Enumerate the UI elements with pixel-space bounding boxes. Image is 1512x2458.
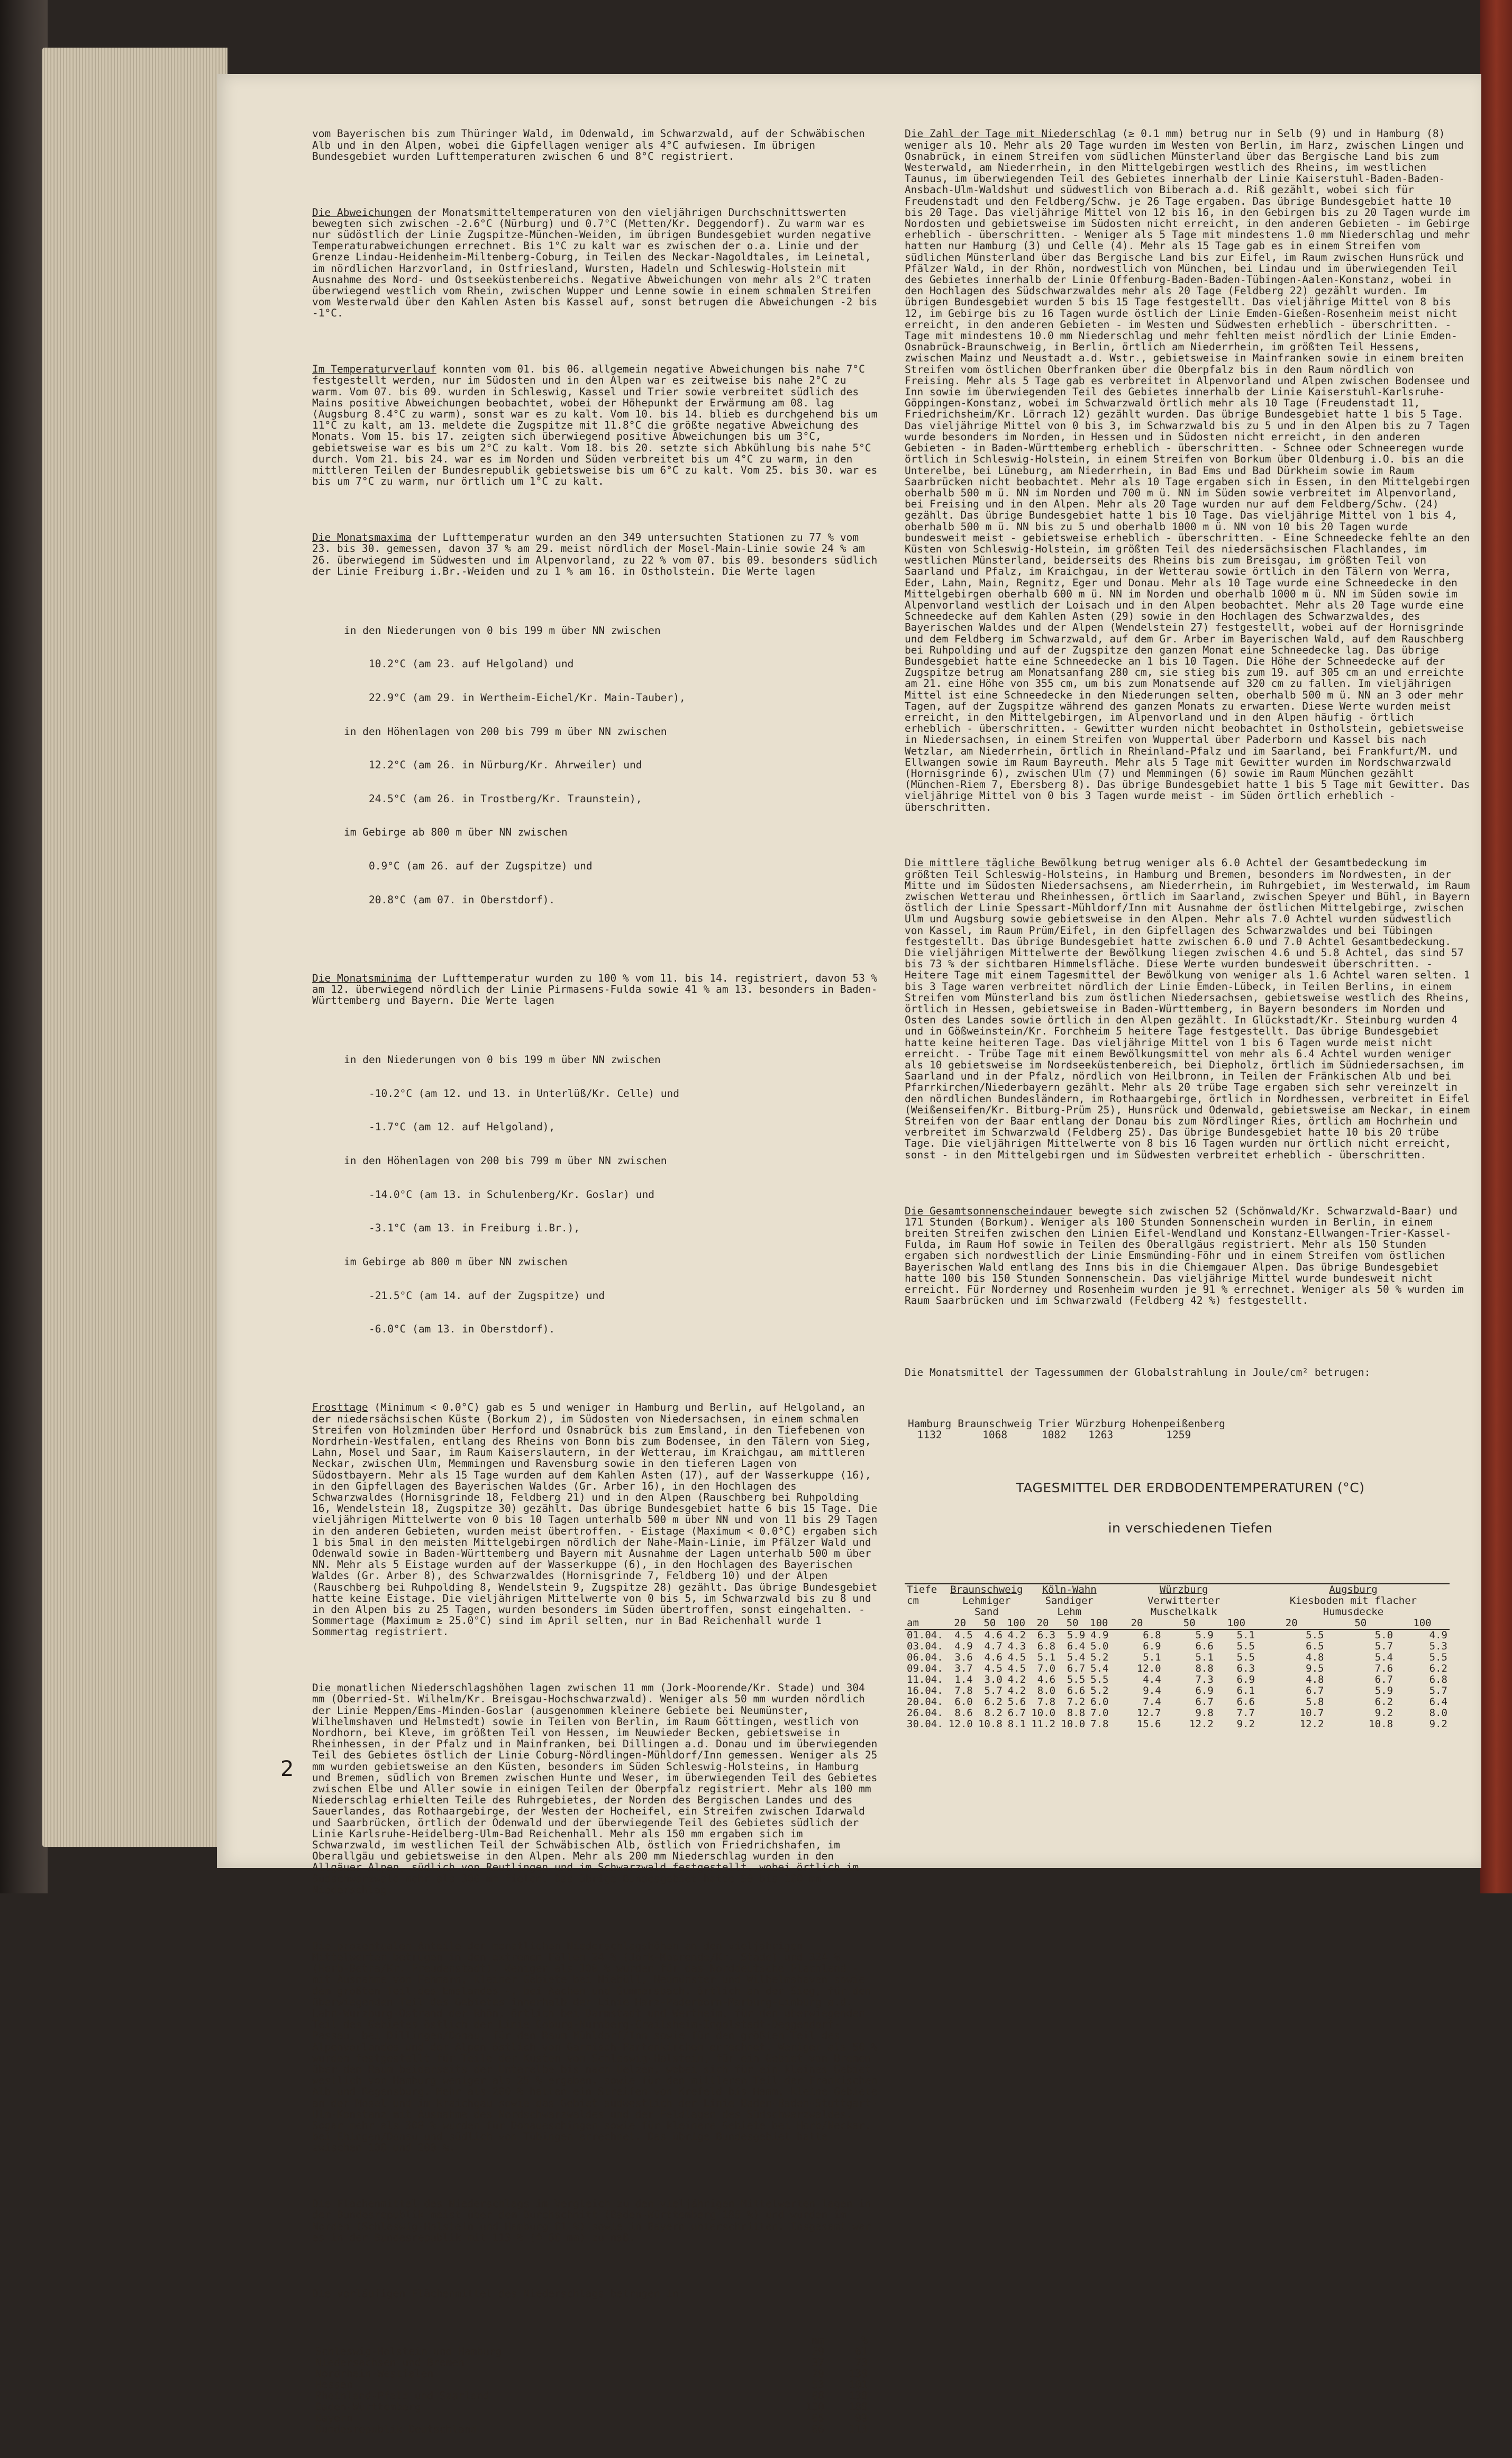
- list-item: 24.5°C (am 26. in Trostberg/Kr. Traunstein),: [344, 792, 642, 805]
- soil-temperature-table: [905, 1583, 1450, 1730]
- paragraph-temperature-intro: vom Bayerischen bis zum Thüringer Wald, im Odenwald, im Schwarzwald, auf der Schwäbischen Alb und in den Alpen, wobei die Gipfellagen weniger als 4°C aufwiesen. Im übrigen Bundesgebiet wurden Lufttemperaturen zwischen 6 und 8°C registriert.: [312, 128, 871, 162]
- table-cell: 12.2: [1189, 1718, 1214, 1730]
- table-row: Bayern 65 99: [315, 2412, 868, 2425]
- table-cell: 8.8: [1195, 1662, 1214, 1674]
- soil-table-title: TAGESMITTEL DER ERDBODENTEMPERATUREN (°C): [1016, 1480, 1365, 1496]
- table-cell: 9.2: [1374, 1707, 1393, 1719]
- table-cell: 5.2: [1090, 1651, 1109, 1663]
- table-row: [905, 1641, 1450, 1652]
- list-item: in den Niederungen von 0 bis 199 m über NN zwischen: [344, 1054, 661, 1066]
- table-cell: 6.8: [1037, 1640, 1056, 1652]
- list-item: -6.0°C (am 13. in Oberstdorf).: [344, 1323, 555, 1336]
- table-cell: 15.6: [1136, 1718, 1161, 1730]
- table-cell: 6.5: [1306, 1640, 1324, 1652]
- table-cell: 6.4: [1067, 1640, 1086, 1652]
- table-cell: 4.2: [1007, 1684, 1026, 1697]
- table-cell: 6.1: [1236, 1684, 1255, 1697]
- table-cell: 10.0: [1031, 1707, 1056, 1719]
- table-cell: 4.2: [1007, 1629, 1026, 1641]
- table-cell: 6.3: [1236, 1662, 1255, 1674]
- table-header-row: [312, 2335, 871, 2346]
- table-cell-date: 16.04.: [907, 1684, 943, 1697]
- table-cell: 11.2: [1031, 1718, 1056, 1730]
- table-cell: 3.0: [984, 1673, 1003, 1685]
- table-cell: 10.0: [1061, 1718, 1086, 1730]
- table-cell: 7.0: [1037, 1662, 1056, 1674]
- paragraph-global-radiation: Die Monatsmittel der Tagessummen der Globalstrahlung in Joule/cm² betrugen:: [905, 1366, 1371, 1378]
- table-row: Schleswig-Holstein und Hamburg 29 61: [315, 2345, 868, 2358]
- table-cell: 5.7: [984, 1684, 1003, 1697]
- table-cell: 6.2: [984, 1695, 1003, 1708]
- table-cell: 6.7: [1374, 1673, 1393, 1685]
- table-cell: 7.4: [1143, 1695, 1161, 1708]
- paragraph-minima: Die Monatsminima der Lufttemperatur wurden zu 100 % vom 11. bis 14. registriert, davon 53 % am 12. überwiegend nördlich der Linie Pirmasens-Fulda sowie 41 % am 13. besonders in Baden-Württemberg und Bayern. Die Werte lagen: [312, 972, 884, 1007]
- table-cell: 5.0: [1090, 1640, 1109, 1652]
- table-row: Nordrhein-Westfalen 79 139: [315, 2368, 868, 2380]
- table-cell: 4.7: [984, 1640, 1003, 1652]
- paragraph-lead: Die Monatsmaxima: [312, 531, 412, 544]
- paragraph-provisional-means: Die vorläufigen Flächenmittel des Niederschlags betrugen in:: [312, 2287, 685, 2300]
- table-cell: 5.5: [1090, 1673, 1109, 1685]
- table-cell: 5.5: [1067, 1673, 1086, 1685]
- soil-table-subtitle: in verschiedenen Tiefen: [1108, 1520, 1273, 1536]
- table-cell: 6.6: [1236, 1695, 1255, 1708]
- table-cell: 5.8: [1306, 1695, 1324, 1708]
- table-cell: 5.5: [1429, 1651, 1447, 1663]
- table-cell-date: 06.04.: [907, 1651, 943, 1663]
- table-cell: 9.8: [1195, 1707, 1214, 1719]
- list-item: -21.5°C (am 14. auf der Zugspitze) und: [344, 1289, 605, 1302]
- table-row: Niedersachsen und Bremen 37 73: [315, 2356, 868, 2369]
- book-edge: [0, 0, 48, 1893]
- table-cell: 4.5: [954, 1629, 973, 1641]
- radiation-table: [905, 1418, 1228, 1440]
- table-row: [905, 1674, 1450, 1685]
- table-cell: 3.7: [954, 1662, 973, 1674]
- table-cell: 4.6: [984, 1651, 1003, 1663]
- table-cell: 7.7: [1236, 1707, 1255, 1719]
- table-row: Rheinland-Pfalz und Saarland 68 138: [315, 2390, 868, 2402]
- table-cell: 6.9: [1143, 1640, 1161, 1652]
- list-item: -3.1°C (am 13. in Freiburg i.Br.),: [344, 1222, 580, 1235]
- paragraph-lead: Frosttage: [312, 1401, 368, 1414]
- list-item: 12.2°C (am 26. in Nürburg/Kr. Ahrweiler) und: [344, 759, 642, 772]
- list-item: 20.8°C (am 07. in Oberstdorf).: [344, 893, 555, 906]
- region-precipitation-table: [312, 2335, 871, 2435]
- table-cell: 8.1: [1007, 1718, 1026, 1730]
- list-item: 22.9°C (am 29. in Wertheim-Eichel/Kr. Main-Tauber),: [344, 691, 686, 704]
- table-cell: 6.6: [1195, 1640, 1214, 1652]
- column-header: %: [861, 2334, 868, 2347]
- table-cell: 4.5: [984, 1662, 1003, 1674]
- list-item: 10.2°C (am 23. auf Helgoland) und: [344, 658, 574, 670]
- table-row: Bundesrepublik Deutschland 66 113: [315, 2423, 868, 2436]
- table-cell: 5.9: [1195, 1629, 1214, 1641]
- table-cell: 6.2: [1374, 1695, 1393, 1708]
- list-item: -14.0°C (am 13. in Schulenberg/Kr. Goslar) und: [344, 1188, 655, 1201]
- paragraph-deviations: Die Abweichungen der Monatsmitteltemperaturen von den vieljährigen Durchschnittswerten bewegten sich zwischen -2.6°C (Nürburg) und 0.7°C (Metten/Kr. Deggendorf). Zu warm war es nur südöstlich der Linie Zugspitze-München-Weiden, im übrigen Bundesgebiet wurden negative Temperaturabweichungen errechnet. Bis 1°C zu kalt war es zwischen der o.a. Linie und der Grenze Lindau-Heidenheim-Miltenberg-Coburg, in Teilen des Neckar-Nagoldtales, im Leinetal, im nördlichen Harzvorland, in Ostfriesland, Wursten, Hadeln und Schleswig-Holstein mit Ausnahme des Nord- und Ostseeküstenbereichs. Negative Abweichungen von mehr als 2°C traten überwiegend westlich vom Rhein, zwischen Wupper und Lenne sowie in einem schmalen Streifen vom Westerwald über den Kahlen Asten bis Kassel auf, sonst betrugen die Abweichungen -2 bis -1°C.: [312, 206, 884, 320]
- table-cell: 9.5: [1306, 1662, 1324, 1674]
- table-cell: 5.7: [1429, 1684, 1447, 1697]
- table-cell: 9.4: [1143, 1684, 1161, 1697]
- table-cell: 4.9: [1090, 1629, 1109, 1641]
- list-item: in den Höhenlagen von 200 bis 799 m über NN zwischen: [344, 1155, 667, 1167]
- table-cell: 4.8: [1306, 1673, 1324, 1685]
- list-item: -1.7°C (am 12. auf Helgoland),: [344, 1121, 555, 1133]
- table-cell: 4.2: [1007, 1673, 1026, 1685]
- table-row: [905, 1629, 1450, 1641]
- table-cell: 6.3: [1037, 1629, 1056, 1641]
- table-row: [905, 1719, 1450, 1730]
- table-header-row: am 20 50 100 20 50 100 20 50 100 20 50 100: [905, 1618, 1450, 1629]
- table-cell: 7.8: [1037, 1695, 1056, 1708]
- table-cell: 5.4: [1374, 1651, 1393, 1663]
- list-item: in den Höhenlagen von 200 bis 799 m über NN zwischen: [344, 725, 667, 738]
- table-cell: 6.0: [1090, 1695, 1109, 1708]
- book-binding: [1480, 0, 1512, 1893]
- table-row: 1132 1068 1082 1263 1259: [917, 1428, 1191, 1441]
- table-cell: 5.5: [1236, 1640, 1255, 1652]
- list-item: im Gebirge ab 800 m über NN zwischen: [344, 1255, 568, 1268]
- paragraph-lead: Die Zahl der Tage mit Niederschlag: [905, 128, 1116, 140]
- table-cell: 5.7: [1374, 1640, 1393, 1652]
- left-column: [312, 106, 883, 2457]
- table-header-row: cm Lehmiger Sand Sandiger Lehm Verwitterter Muschelkalk Kiesboden mit flacher Humusdecke: [907, 1594, 1423, 1618]
- list-item: -10.2°C (am 12. und 13. in Unterlüß/Kr. Celle) und: [344, 1087, 679, 1100]
- column-header: mm: [812, 2334, 824, 2347]
- paragraph-area-means: Die Flächenmittel des Niederschlags im Vergleich zu den vieljährigen Mittelwerten lagen in der Bundesrepublik meist über dem Durchschnitt (Baden-Württemberg 188 %) und wurden im Norden (Schleswig-Holstein und Hamburg 61 %) sowie in Bayern unterschritten. Insgesamt war es in der Bundesrepublik mit 113 % (≙ 66 mm) zu naß.: [312, 2198, 878, 2244]
- table-cell: 6.9: [1195, 1684, 1214, 1697]
- table-cell: 8.0: [1429, 1707, 1447, 1719]
- table-cell: 5.1: [1037, 1651, 1056, 1663]
- table-cell: 5.2: [1090, 1684, 1109, 1697]
- table-cell: 10.7: [1299, 1707, 1324, 1719]
- paragraph-precipitation-percent: Die prozentualen Anteile der monatlichen Niederschlagshöhen an den vieljährigen Mittelwerten betrugen in den extremen Fällen 24 % (Jork-Moorende/Kr. Stade) und 324 % (Horb-Betra/Kr. Freudenstadt). Weniger als 100 % wurden für das Norddeutsche Flachland - mit Ausnahme von Fehmarn, kleiner Gebiete bei Niebüll, Neumünster und Wilhelmshaven sowie dem größten Teil des Emslandes -, bei Aachen und Gummersbach, örtlich an der Sieg, für den überwiegenden Teil des Gebietes innerhalb der Linie Harz-Paderborn-Marburg-Limburg a.d. Lahn-Würzburg-Ostrand der Rhön, örtlich bei Darmstadt und Wertheim, für den überwiegenden Teil des Gebietes östlich der Linie Coburg-Nürnberg-Crailsheim-Ingolstadt-Deggendorf-Passau, bei Dillingen/Donau, für den Raum Mühldorf/Inn sowie für den größten Teil des Alpenvorlandes und der Alpen östlich von Garmisch-Partenkirchen errechnet. Weniger als 50 % wurden festgestellt für Teile der Küsten von Schleswig-Holstein, für ein Gebiet von Bremen über den Raum beiderseits der Unterelbe bis nach Uelzen, wobei sich für ein kleines Gebiet westlich von Hamburg weniger als 25 % ergaben, sowie für den mittleren Teil der Fränkischen Alb und Regensburg. Mehr als 200 % hatten ein Streifen von Krefeld bis Hamm, kleine Gebiete an der Mosel und im Kraichgau sowie das Gebiet südwestlich der Linie Baden-Baden-Stuttgart-Ulm-Konstanz mit Ausnahme des Nordschwarzwaldes und der Feldlagen des Südschwarzwaldes. Sogar mehr als 300 % wurden für Donaueschingen sowie für kleinere Gebiete bei Horb/Neckar, bei Ehingen/Donau und südlich von Tübingen errechnet. Das übrige Bundesgebiet hatte zwischen 100 und 200 %.: [312, 1939, 884, 2154]
- table-cell: 7.8: [954, 1684, 973, 1697]
- table-cell: 5.9: [1067, 1629, 1086, 1641]
- table-cell: 5.3: [1429, 1640, 1447, 1652]
- paragraph-cloud-cover: Die mittlere tägliche Bewölkung betrug weniger als 6.0 Achtel der Gesamtbedeckung im größten Teil Schleswig-Holsteins, in Hamburg und Bremen, besonders im Nordwesten, in der Mitte und im Südosten Niedersachsens, am Niederrhein, im Ruhrgebiet, im Westerwald, im Raum zwischen Wetterau und Rheinhessen, örtlich im Saarland, zwischen Speyer und Bühl, in Bayern östlich der Linie Spessart-Mühldorf/Inn mit Ausnahme der östlichen Mittelgebirge, zwischen Ulm und Augsburg sowie gebietsweise in den Alpen. Mehr als 7.0 Achtel wurden südwestlich von Kassel, im Raum Prüm/Eifel, in den Gipfellagen des Schwarzwaldes und bei Tübingen festgestellt. Das übrige Bundesgebiet hatte zwischen 6.0 und 7.0 Achtel Gesamtbedeckung. Die vieljährigen Mittelwerte der Bewölkung liegen zwischen 4.6 und 5.8 Achtel, das sind 57 bis 73 % der sichtbaren Himmelsfläche. Diese Werte wurden bundesweit überschritten. - Heitere Tage mit einem Tagesmittel der Bewölkung von weniger als 1.6 Achtel waren selten. 1 bis 3 Tage waren verbreitet nördlich der Linie Emden-Lübeck, in Teilen Berlins, in einem Streifen vom Münsterland bis zum östlichen Niedersachsen, gebietsweise westlich des Rheins, örtlich in Hessen, gebietsweise in Baden-Württemberg, in Bayern besonders im Norden und Osten des Landes sowie örtlich in den Alpen gezählt. In Glückstadt/Kr. Steinburg wurden 4 und in Gößweinstein/Kr. Forchheim 5 heitere Tage festgestellt. Das übrige Bundesgebiet hatte keine heiteren Tage. Das vieljährige Mittel von 1 bis 6 Tagen wurde meist nicht erreicht. - Trübe Tage mit einem Bewölkungsmittel von mehr als 6.4 Achtel wurden weniger als 10 gebietsweise im Nordseeküstenbereich, bei Diepholz, örtlich im Südniedersachsen, im Saarland und in der Pfalz, nördlich von Heilbronn, in Teilen der Fränkischen Alb und bei Pfarrkirchen/Niederbayern gezählt. Mehr als 20 trübe Tage ergaben sich sehr vereinzelt in den nördlichen Bundesländern, im Rothaargebirge, örtlich in Nordhessen, verbreitet in Eifel (Weißenseifen/Kr. Bitburg-Prüm 25), Hunsrück und Odenwald, gebietsweise am Neckar, in einem Streifen von der Baar entlang der Donau bis zum Nördlinger Ries, örtlich am Hochrhein und verbreitet im Schwarzwald (Feldberg 25). Das übrige Bundesgebiet hatte 10 bis 20 trübe Tage. Die vieljährigen Mittelwerte von 8 bis 16 Tagen wurden nur örtlich nicht erreicht, sonst - in den Mittelgebirgen und im Südwesten verbreitet erheblich - überschritten.: [905, 857, 1477, 1161]
- table-cell: 8.2: [984, 1707, 1003, 1719]
- table-cell: 5.4: [1067, 1651, 1086, 1663]
- list-item: 0.9°C (am 26. auf der Zugspitze) und: [344, 860, 593, 872]
- table-cell: 4.5: [1007, 1662, 1026, 1674]
- table-cell: 8.0: [1037, 1684, 1056, 1697]
- table-cell-date: 01.04.: [907, 1629, 943, 1641]
- paragraph-precipitation-days: Die Zahl der Tage mit Niederschlag (≥ 0.1 mm) betrug nur in Selb (9) und in Hamburg (8) weniger als 10. Mehr als 20 Tage wurden im Westen von Berlin, im Harz, zwischen Lingen und Osnabrück, in einem Streifen vom südlichen Münsterland über das Bergische Land bis zum Westerwald, am Niederrhein, in den Mittelgebirgen westlich des Rheins, im westlichen Taunus, im überwiegenden Teil des Gebietes innerhalb der Linie Kaiserstuhl-Baden-Baden-Ansbach-Ulm-Waldshut und südwestlich von Biberach a.d. Riß gezählt, wobei sich für Freudenstadt und den Feldberg/Schw. je 26 Tage ergaben. Das übrige Bundesgebiet hatte 10 bis 20 Tage. Das vieljährige Mittel von 12 bis 16, in den Gebirgen bis zu 20 Tagen wurde im Nordosten und gebietsweise im Südosten nicht erreicht, in den anderen Gebieten - im Gebirge erheblich - überschritten. - Weniger als 5 Tage mit mindestens 1.0 mm Niederschlag und mehr hatten nur Hamburg (3) und Celle (4). Mehr als 15 Tage gab es in einem Streifen vom südlichen Münsterland über das Bergische Land bis zur Eifel, im Raum zwischen Hunsrück und Pfälzer Wald, in der Rhön, nordwestlich von München, bei Lindau und im überwiegenden Teil des Gebietes innerhalb der Linie Offenburg-Baden-Baden-Tübingen-Aalen-Konstanz, wobei in den Hochlagen des Südschwarzwaldes mehr als 20 Tage (Feldberg 22) gezählt wurden. Im übrigen Bundesgebiet wurden 5 bis 15 Tage festgestellt. Das vieljährige Mittel von 8 bis 12, im Gebirge bis zu 16 Tagen wurde östlich der Linie Emden-Gießen-Rosenheim meist nicht erreicht, in den anderen Gebieten - im Westen und Südwesten erheblich - überschritten. - Tage mit mindestens 10.0 mm Niederschlag und mehr fehlten meist nördlich der Linie Emden-Osnabrück-Braunschweig, in Berlin, örtlich am Niederrhein, im größten Teil Hessens, zwischen Mainz und Neustadt a.d. Wstr., gebietsweise in Mainfranken sowie in einem breiten Streifen vom östlichen Oberfranken über die Oberpfalz bis in den Raum nördlich von Freising. Mehr als 5 Tage gab es verbreitet in Alpenvorland und Alpen zwischen Bodensee und Inn sowie im überwiegenden Teil des Gebietes innerhalb der Linie Kaiserstuhl-Karlsruhe-Göppingen-Konstanz, wobei im Schwarzwald örtlich mehr als 10 Tage (Freudenstadt 11, Friedrichsheim/Kr. Lörrach 12) gezählt wurden. Das übrige Bundesgebiet hatte 1 bis 5 Tage. Das vieljährige Mittel von 0 bis 3, im Schwarzwald bis zu 5 und in den Alpen bis zu 7 Tagen wurde besonders im Norden, in Hessen und in Südosten nicht erreicht, in den anderen Gebieten - in Baden-Württemberg erheblich - überschritten. - Schnee oder Schneeregen wurde örtlich in Schleswig-Holstein, in einem Streifen von Borkum über Oldenburg i.O. bis an die Unterelbe, bei Lüneburg, am Niederrhein, in Bad Ems und Bad Dürkheim sowie im Raum Saarbrücken nicht beobachtet. Mehr als 10 Tage ergaben sich in Essen, in den Mittelgebirgen oberhalb 500 m ü. NN im Norden und 700 m ü. NN im Süden sowie verbreitet im Alpenvorland, bei Freising und in den Alpen. Mehr als 20 Tage wurden nur auf dem Feldberg/Schw. (24) gezählt. Das übrige Bundesgebiet hatte 1 bis 10 Tage. Das vieljährige Mittel von 1 bis 4, oberhalb 500 m ü. NN bis zu 5 und oberhalb 1000 m ü. NN von 10 bis 20 Tagen wurde bundesweit meist - gebietsweise erheblich - überschritten. - Eine Schneedecke fehlte an den Küsten von Schleswig-Holstein, im größten Teil des niedersächsischen Flachlandes, im westlichen Münsterland, beiderseits des Rheins bis zum Breisgau, im größten Teil von Saarland und Pfalz, im Kraichgau, in der Wetterau sowie örtlich in den Tälern von Werra, Eder, Lahn, Main, Regnitz, Eger und Donau. Mehr als 10 Tage wurde eine Schneedecke in den Mittelgebirgen oberhalb 600 m ü. NN im Norden und oberhalb 1000 m ü. NN im Süden sowie im Alpenvorland westlich der Loisach und in den Alpen beobachtet. Mehr als 20 Tage wurde eine Schneedecke auf dem Kahlen Asten (29) sowie in den Hochlagen des Schwarzwaldes, des Bayerischen Waldes und der Alpen (Wendelstein 27) festgestellt, wobei auf der Hornisgrinde und dem Feldberg im Schwarzwald, auf dem Gr. Arber im Bayerischen Wald, auf dem Rauschberg bei Ruhpolding und auf der Zugspitze den ganzen Monat eine Schneedecke lag. Das übrige Bundesgebiet hatte eine Schneedecke an 1 bis 10 Tagen. Die Höhe der Schneedecke auf der Zugspitze betrug am Monatsanfang 280 cm, sie stieg bis zum 19. auf 305 cm an und erreichte am 21. eine Höhe von 355 cm, um bis zum Monatsende auf 320 cm zu fallen. Im vieljährigen Mittel ist eine Schneedecke in den Niederungen selten, oberhalb 500 m ü. NN an 3 oder mehr Tagen, auf der Zugspitze während des ganzen Monats zu erwarten. Diese Werte wurden meist erreicht, in den Mittelgebirgen, im Alpenvorland und in den Alpen häufig - örtlich erheblich - überschritten. - Gewitter wurden nicht beobachtet in Ostholstein, gebietsweise in Niedersachsen, in einem Streifen von Wuppertal über Paderborn und Kassel bis nach Wetzlar, am Niederrhein, örtlich in Rheinland-Pfalz und im Saarland, bei Frankfurt/M. und Ellwangen sowie im Raum Bayreuth. Mehr als 5 Tage mit Gewitter wurden im Nordschwarzwald (Hornisgrinde 6), zwischen Ulm (7) und Memmingen (6) sowie im Raum München gezählt (München-Riem 7, Ebersberg 8). Das übrige Bundesgebiet hatte 1 bis 5 Tage mit Gewitter. Das vieljährige Mittel von 0 bis 3 Tagen wurde meist - im Süden örtlich erheblich - überschritten.: [905, 128, 1477, 813]
- table-cell: 7.3: [1195, 1673, 1214, 1685]
- table-cell: 12.0: [1136, 1662, 1161, 1674]
- table-row: [905, 1697, 1450, 1708]
- paragraph-lead: Die Abweichungen: [312, 206, 412, 219]
- paragraph-lead: Die Monatsminima: [312, 972, 412, 984]
- table-cell: 7.0: [1090, 1707, 1109, 1719]
- table-cell-date: 11.04.: [907, 1673, 943, 1685]
- table-cell: 6.4: [1429, 1695, 1447, 1708]
- paragraph-lead: Die prozentualen Anteile: [312, 1939, 461, 1952]
- table-cell: 6.7: [1007, 1707, 1026, 1719]
- document-page: [217, 74, 1481, 2436]
- table-cell: 6.8: [1429, 1673, 1447, 1685]
- page-stack-edge: [42, 48, 227, 1847]
- table-cell: 6.6: [1067, 1684, 1086, 1697]
- paragraph-lead: Im Temperaturverlauf: [312, 363, 436, 376]
- table-cell: 4.6: [984, 1629, 1003, 1641]
- table-cell: 8.6: [954, 1707, 973, 1719]
- soil-table-body: [905, 1629, 1450, 1730]
- table-cell-date: 30.04.: [907, 1718, 943, 1730]
- table-row: Hamburg Braunschweig Trier Würzburg Hohenpeißenberg: [908, 1417, 1225, 1430]
- table-cell: 6.7: [1195, 1695, 1214, 1708]
- table-cell: 9.2: [1236, 1718, 1255, 1730]
- table-cell: 6.0: [954, 1695, 973, 1708]
- table-row: [905, 1663, 1450, 1674]
- table-cell: 5.9: [1374, 1684, 1393, 1697]
- table-cell-date: 09.04.: [907, 1662, 943, 1674]
- table-cell: 4.6: [1037, 1673, 1056, 1685]
- table-cell: 4.9: [1429, 1629, 1447, 1641]
- table-cell: 12.7: [1136, 1707, 1161, 1719]
- table-cell: 6.8: [1143, 1629, 1161, 1641]
- table-cell-date: 03.04.: [907, 1640, 943, 1652]
- table-cell: 5.1: [1236, 1629, 1255, 1641]
- table-cell: 4.8: [1306, 1651, 1324, 1663]
- table-row: Baden-Württemberg 130 188: [315, 2401, 868, 2414]
- paragraph-maxima: Die Monatsmaxima der Lufttemperatur wurden an den 349 untersuchten Stationen zu 77 % vom 23. bis 30. gemessen, davon 37 % am 29. meist nördlich der Mosel-Main-Linie sowie 24 % am 26. überwiegend im Südwesten und im Alpenvorland, zu 22 % vom 07. bis 09. besonders südlich der Linie Freiburg i.Br.-Weiden und zu 1 % am 16. in Ostholstein. Die Werte lagen: [312, 531, 884, 577]
- table-cell: 8.8: [1067, 1707, 1086, 1719]
- table-cell: 6.2: [1429, 1662, 1447, 1674]
- table-cell: 5.5: [1306, 1629, 1324, 1641]
- table-cell: 5.6: [1007, 1695, 1026, 1708]
- table-header-row: Tiefe Braunschweig Köln-Wahn Würzburg Augsburg: [905, 1584, 1450, 1595]
- page-number: 2: [280, 1757, 294, 1781]
- paragraph-lead: Die Gesamtsonnenscheindauer: [905, 1204, 1072, 1217]
- table-cell: 5.5: [1236, 1651, 1255, 1663]
- table-cell: 6.7: [1306, 1684, 1324, 1697]
- table-cell: 3.6: [954, 1651, 973, 1663]
- table-cell: 7.6: [1374, 1662, 1393, 1674]
- paragraph-temperature-course: Im Temperaturverlauf konnten vom 01. bis 06. allgemein negative Abweichungen bis nahe 7°C festgestellt werden, nur im Südosten und in den Alpen war es zeitweise bis nahe 2°C zu warm. Vom 07. bis 09. wurden in Schleswig, Kassel und Trier sowie verbreitet südlich des Mains positive Abweichungen beobachtet, wobei der Höhepunkt der Erwärmung am 08. lag (Augsburg 8.4°C zu warm), sonst war es zu kalt. Vom 10. bis 14. blieb es durchgehend bis um 11°C zu kalt, am 13. meldete die Zugspitze mit 11.8°C die größte negative Abweichung des Monats. Vom 15. bis 17. zeigten sich überwiegend positive Abweichungen bis um 3°C, gebietsweise war es bis um 2°C zu kalt. Vom 18. bis 20. setzte sich Abkühlung bis nahe 5°C durch. Vom 21. bis 24. war es im Norden und Süden verbreitet bis um 4°C zu warm, in den mittleren Teilen der Bundesrepublik gebietsweise bis um 6°C zu kalt. Vom 25. bis 30. war es bis um 7°C zu warm, nur örtlich um 1°C zu kalt.: [312, 363, 884, 488]
- table-cell: 10.8: [978, 1718, 1003, 1730]
- table-cell: 7.2: [1067, 1695, 1086, 1708]
- table-cell: 4.4: [1143, 1673, 1161, 1685]
- table-cell: 1.4: [954, 1673, 973, 1685]
- table-cell-date: 26.04.: [907, 1707, 943, 1719]
- paragraph-lead: Die monatlichen Niederschlagshöhen: [312, 1682, 524, 1694]
- table-cell: 5.1: [1143, 1651, 1161, 1663]
- table-cell: 5.0: [1374, 1629, 1393, 1641]
- minima-list: [344, 1032, 883, 1357]
- table-cell: 4.5: [1007, 1651, 1026, 1663]
- table-row: Hessen 53 101: [315, 2379, 868, 2391]
- table-cell: 5.1: [1195, 1651, 1214, 1663]
- table-cell: 6.7: [1067, 1662, 1086, 1674]
- table-cell: 7.8: [1090, 1718, 1109, 1730]
- table-cell: 10.8: [1369, 1718, 1393, 1730]
- table-cell: 5.4: [1090, 1662, 1109, 1674]
- table-cell-date: 20.04.: [907, 1695, 943, 1708]
- table-row: [905, 1652, 1450, 1663]
- table-cell: 4.9: [954, 1640, 973, 1652]
- table-cell: 12.0: [948, 1718, 973, 1730]
- paragraph-precipitation-amounts: Die monatlichen Niederschlagshöhen lagen zwischen 11 mm (Jork-Moorende/Kr. Stade) und 304 mm (Oberried-St. Wilhelm/Kr. Breisgau-Hochschwarzwald). Weniger als 50 mm wurden nördlich der Linie Meppen/Ems-Minden-Goslar (ausgenommen kleinere Gebiete bei Neumünster, Wilhelmshaven und Helmstedt) sowie in Teilen von Berlin, im Raum Göttingen, westlich von Nordhorn, bei Kleve, im größten Teil von Hessen, im Neuwieder Becken, gebietsweise in Rheinhessen, in der Pfalz und in Mainfranken, bei Dillingen a.d. Donau und im überwiegenden Teil des Gebietes östlich der Linie Coburg-Nördlingen-Mühldorf/Inn gemessen. Weniger als 25 mm wurden gebietsweise an den Küsten, besonders im Süden Schleswig-Holsteins, in Hamburg und Bremen, südlich von Bremen zwischen Hunte und Weser, im überwiegenden Teil des Gebietes zwischen Elbe und Aller sowie in einigen Teilen der Oberpfalz registriert. Mehr als 100 mm Niederschlag erhielten Teile des Ruhrgebietes, der Norden des Bergischen Landes und des Sauerlandes, das Rothaargebirge, der Westen der Hocheifel, ein Streifen zwischen Idarwald und Saarbrücken, örtlich der Odenwald und der überwiegende Teil des Gebietes südlich der Linie Karlsruhe-Heidelberg-Ulm-Bad Reichenhall. Mehr als 150 mm ergaben sich im Schwarzwald, im westlichen Teil der Schwäbischen Alb, östlich von Friedrichshafen, im Oberallgäu und gebietsweise in den Alpen. Mehr als 200 mm Niederschlag wurden in den Allgäuer Alpen, südlich von Reutlingen und im Schwarzwald festgestellt, wobei örtlich im Südschwarzwald mehr als 300 mm fielen. Das übrige Bundesgebiet hatte 50 bis 100 mm Niederschlag.: [312, 1682, 884, 1896]
- right-column: [905, 106, 1476, 1752]
- table-cell: 4.3: [1007, 1640, 1026, 1652]
- table-row: [905, 1708, 1450, 1719]
- paragraph-frost-days: Frosttage (Minimum < 0.0°C) gab es 5 und weniger in Hamburg und Berlin, auf Helgoland, an der niedersächsischen Küste (Borkum 2), im Südosten von Niedersachsen, in einem schmalen Streifen von Holzminden über Herford und Osnabrück bis zum Emsland, in den Tiefebenen von Nordrhein-Westfalen, entlang des Rheins von Bonn bis zum Bodensee, in den Tälern von Sieg, Lahn, Mosel und Saar, im Raum Kaiserslautern, in der Wetterau, im Kraichgau, am mittleren Neckar, zwischen Ulm, Memmingen und Ravensburg sowie in den tieferen Lagen von Südostbayern. Mehr als 15 Tage wurden auf dem Kahlen Asten (17), auf der Wasserkuppe (16), in den Gipfellagen des Bayerischen Waldes (Gr. Arber 16), in den Hochlagen des Schwarzwaldes (Hornisgrinde 18, Feldberg 21) und in den Alpen (Rauschberg bei Ruhpolding 16, Wendelstein 18, Zugspitze 30) gezählt. Das übrige Bundesgebiet hatte 6 bis 15 Tage. Die vieljährigen Mittelwerte von 0 bis 10 Tagen unterhalb 500 m über NN und von 11 bis 29 Tagen in den anderen Gebieten, wurden meist übertroffen. - Eistage (Maximum < 0.0°C) ergaben sich 1 bis 5mal in den meisten Mittelgebirgen nördlich der Nahe-Main-Linie, im Pfälzer Wald und Odenwald sowie in Baden-Württemberg und Bayern mit Ausnahme der Lagen unterhalb 500 m über NN. Mehr als 5 Eistage wurden auf der Wasserkuppe (6), in den Hochlagen des Bayerischen Waldes (Gr. Arber 8), des Schwarzwaldes (Hornisgrinde 7, Feldberg 10) und der Alpen (Rauschberg bei Ruhpolding 8, Wendelstein 9, Zugspitze 28) gezählt. Das übrige Bundesgebiet hatte keine Eistage. Die vieljährigen Mittelwerte von 0 bis 5, im Schwarzwald bis zu 8 und in den Alpen bis zu 25 Tagen, wurden besonders im Süden übertroffen, sonst eingehalten. - Sommertage (Maximum ≥ 25.0°C) sind im April selten, nur in Bad Reichenhall wurde 1 Sommertag registriert.: [312, 1401, 884, 1638]
- table-cell: 6.9: [1236, 1673, 1255, 1685]
- paragraph-lead: Die mittlere tägliche Bewölkung: [905, 857, 1097, 869]
- table-row: [905, 1685, 1450, 1697]
- paragraph-lead: Die Flächenmittel: [312, 2198, 418, 2210]
- list-item: in den Niederungen von 0 bis 199 m über NN zwischen: [344, 624, 661, 637]
- list-item: im Gebirge ab 800 m über NN zwischen: [344, 826, 568, 839]
- table-cell: 9.2: [1429, 1718, 1447, 1730]
- maxima-list: [344, 602, 883, 928]
- table-cell: 12.2: [1299, 1718, 1324, 1730]
- paragraph-sunshine: Die Gesamtsonnenscheindauer bewegte sich zwischen 52 (Schönwald/Kr. Schwarzwald-Baar) und 171 Stunden (Borkum). Weniger als 100 Stunden Sonnenschein wurden in Berlin, in einem breiten Streifen zwischen den Linien Eifel-Wendland und Konstanz-Ellwangen-Trier-Kassel-Fulda, im Raum Hof sowie in Teilen des Oberallgäus registriert. Mehr als 150 Stunden ergaben sich nordwestlich der Linie Emsmünding-Föhr und in einem Streifen vom östlichen Bayerischen Wald entlang des Inns bis in die Chiemgauer Alpen. Das übrige Bundesgebiet hatte 100 bis 150 Stunden Sonnenschein. Das vieljährige Mittel wurde bundesweit nicht erreicht. Für Norderney und Rosenheim wurden je 91 % errechnet. Weniger als 50 % wurden im Raum Saarbrücken und im Schwarzwald (Feldberg 42 %) festgestellt.: [905, 1204, 1470, 1307]
